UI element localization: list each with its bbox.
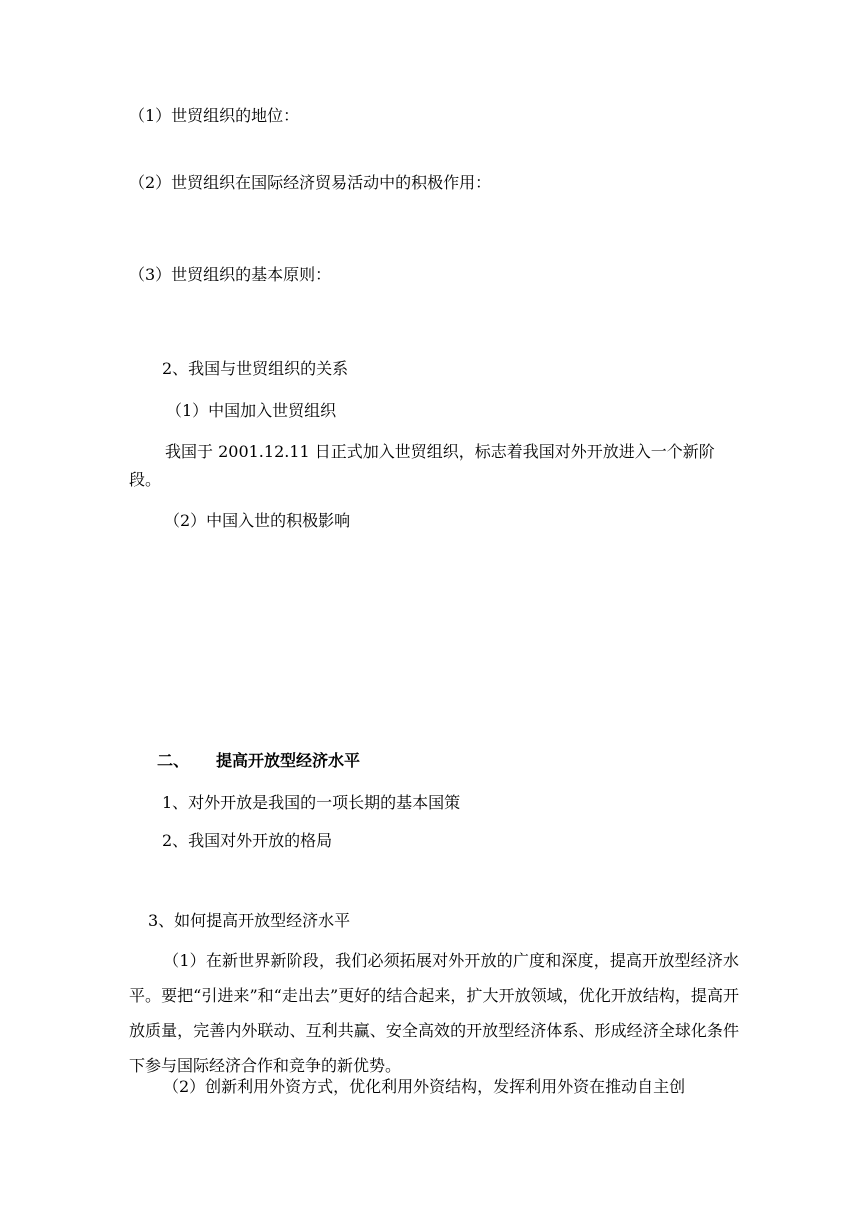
paragraph-open-economy-text: （1）在新世界新阶段，我们必须拓展对外开放的广度和深度，提高开放型经济水平。要把“引进来”和“走出去”更好的结合起来，扩大开放领域，优化开放结构，提高开放质量，完善内外联动、互利共赢、安全高效的开放型经济体系、形成经济全球化条件下参与国际经济合作和竞争的新优势。 [129, 951, 739, 1075]
china-wto-relation-heading: 2、我国与世贸组织的关系 [162, 359, 349, 378]
section-two-number: 二、 [157, 751, 190, 770]
china-positive-impact-item: （2）中国入世的积极影响 [164, 511, 351, 530]
section-two-title: 提高开放型经济水平 [216, 751, 361, 770]
opening-pattern-item: 2、我国对外开放的格局 [162, 831, 333, 850]
paragraph-foreign-investment-text: （2）创新利用外资方式，优化利用外资结构，发挥利用外资在推动自主创 [163, 1077, 686, 1096]
wto-principles-item: （3）世贸组织的基本原则： [129, 265, 332, 284]
china-join-item: （1）中国加入世贸组织 [166, 401, 337, 420]
basic-policy-item: 1、对外开放是我国的一项长期的基本国策 [162, 793, 461, 812]
wto-status-item: （1）世贸组织的地位： [129, 106, 300, 125]
china-join-paragraph-line2: 段。 [129, 470, 162, 489]
how-to-raise-item: 3、如何提高开放型经济水平 [148, 911, 351, 930]
wto-role-item: （2）世贸组织在国际经济贸易活动中的积极作用： [129, 173, 492, 192]
china-join-paragraph-line1: 我国于 2001.12.11 日正式加入世贸组织，标志着我国对外开放进入一个新阶 [165, 442, 715, 461]
paragraph-open-economy [129, 943, 739, 1083]
paragraph-foreign-investment [129, 1069, 739, 1104]
